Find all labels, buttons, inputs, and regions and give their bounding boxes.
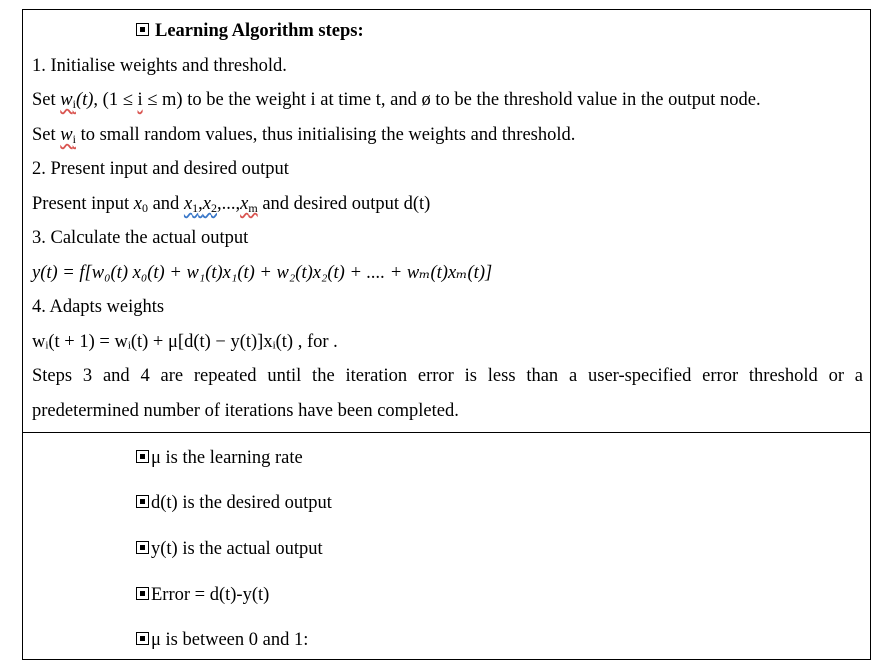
step1-description: Set $w_i(t)$, (1 ≤ i ≤ m) to be the weight i at time t, and ø to be the threshold value in the output node.	[32, 90, 761, 111]
heading-line	[136, 20, 364, 42]
step1-description-2: Set $w_i$ to small random values, thus initialising the weights and threshold.	[32, 125, 576, 146]
step1-title: 1. Initialise weights and threshold.	[32, 56, 287, 76]
repeat-text-2: predetermined number of iterations have been completed.	[32, 401, 459, 421]
note-actual-output: y(t) is the actual output	[136, 538, 323, 560]
weight-update-formula: wᵢ(t + 1) = wᵢ(t) + μ[d(t) − y(t)]xᵢ(t) , for .	[32, 332, 338, 352]
checkbox-icon	[136, 541, 149, 554]
note-desired-output: d(t) is the desired output	[136, 492, 332, 514]
note-error: Error = d(t)-y(t)	[136, 584, 269, 606]
step2-title: 2. Present input and desired output	[32, 159, 289, 179]
checkbox-icon	[136, 495, 149, 508]
step2-description: Present input $x_0$ and $x_1,x_2,...,x_m$ and desired output d(t)	[32, 194, 431, 215]
step4-title: 4. Adapts weights	[32, 297, 165, 317]
heading: Learning Algorithm steps:	[155, 21, 364, 41]
note-mu-range: μ is between 0 and 1:	[136, 629, 308, 651]
section-divider	[22, 432, 871, 433]
repeat-text: Steps 3 and 4 are repeated until the iteration error is less than a user-specified error threshold or a	[32, 366, 863, 386]
step3-title: 3. Calculate the actual output	[32, 228, 249, 248]
checkbox-icon	[136, 587, 149, 600]
output-formula: y(t) = f[w₀(t) x₀(t) + w₁(t)x₁(t) + w₂(t)x₂(t) + .... + wₘ(t)xₘ(t)]	[32, 263, 493, 283]
checkbox-icon	[136, 632, 149, 645]
note-learning-rate: μ is the learning rate	[136, 447, 303, 469]
checkbox-icon	[136, 450, 149, 463]
checkbox-icon	[136, 23, 149, 36]
